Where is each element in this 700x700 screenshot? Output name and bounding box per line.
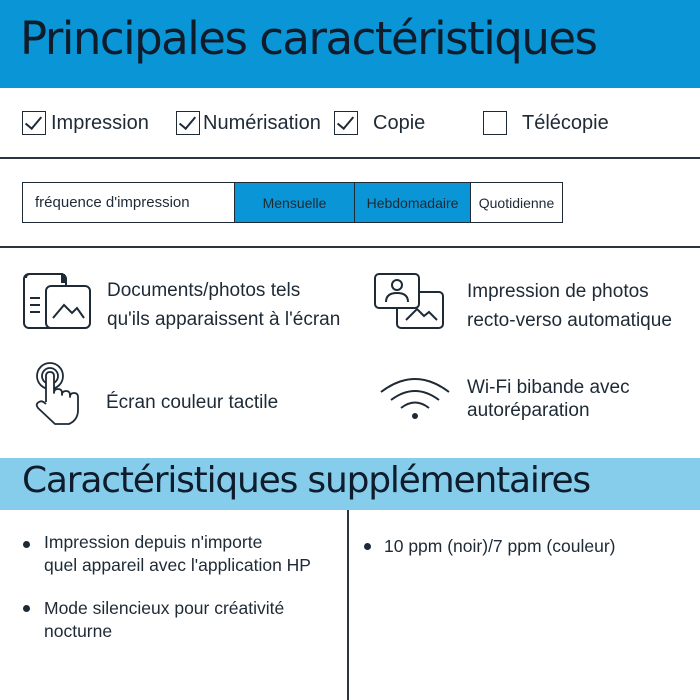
checkbox-fax xyxy=(483,111,507,135)
page-title: Principales caractéristiques xyxy=(20,12,597,65)
bullet-dot xyxy=(23,541,30,548)
bullet-item-app-print: Impression depuis n'importe quel appareil avec l'application HP xyxy=(44,532,311,575)
check-label-fax: Télécopie xyxy=(522,111,609,134)
bullet-dot xyxy=(23,605,30,612)
check-label-copy: Copie xyxy=(373,111,426,134)
check-item-copy xyxy=(334,110,425,136)
checkbox-scan xyxy=(176,111,200,135)
feature-text-duplex: Impression de photos recto-verso automatique xyxy=(467,281,672,331)
feature-text-documents: Documents/photos tels qu'ils apparaissent à l'écran xyxy=(107,280,341,330)
bullet-item-print-speed: 10 ppm (noir)/7 ppm (couleur) xyxy=(384,536,616,556)
divider-middle xyxy=(0,246,700,248)
wifi-icon xyxy=(378,374,452,420)
check-item-scan xyxy=(176,110,321,136)
checkbox-print xyxy=(22,111,46,135)
main-features-banner xyxy=(0,0,700,88)
frequency-option-daily: Quotidienne xyxy=(470,183,562,222)
document-photo-icon xyxy=(22,272,94,330)
frequency-label: fréquence d'impression xyxy=(35,194,190,211)
feature-text-wifi: Wi-Fi bibande avec autoréparation xyxy=(467,377,630,421)
function-checklist xyxy=(0,88,700,158)
section-title-extra: Caractéristiques supplémentaires xyxy=(22,460,590,501)
check-label-scan: Numérisation xyxy=(203,111,321,134)
check-label-print: Impression xyxy=(51,111,149,134)
check-item-print xyxy=(22,110,149,136)
column-separator xyxy=(347,510,349,700)
extra-features-banner xyxy=(0,458,700,510)
checkbox-copy xyxy=(334,111,358,135)
touch-hand-icon xyxy=(28,360,84,426)
print-frequency-bar xyxy=(22,182,563,223)
check-item-fax xyxy=(483,110,609,136)
frequency-option-monthly: Mensuelle xyxy=(234,183,354,222)
divider-top xyxy=(0,157,700,159)
bullet-item-silent-mode: Mode silencieux pour créativité nocturne xyxy=(44,598,285,641)
photo-duplex-icon xyxy=(373,272,447,330)
bullet-dot xyxy=(364,543,371,550)
feature-text-touchscreen: Écran couleur tactile xyxy=(106,392,279,413)
frequency-option-weekly: Hebdomadaire xyxy=(354,183,470,222)
